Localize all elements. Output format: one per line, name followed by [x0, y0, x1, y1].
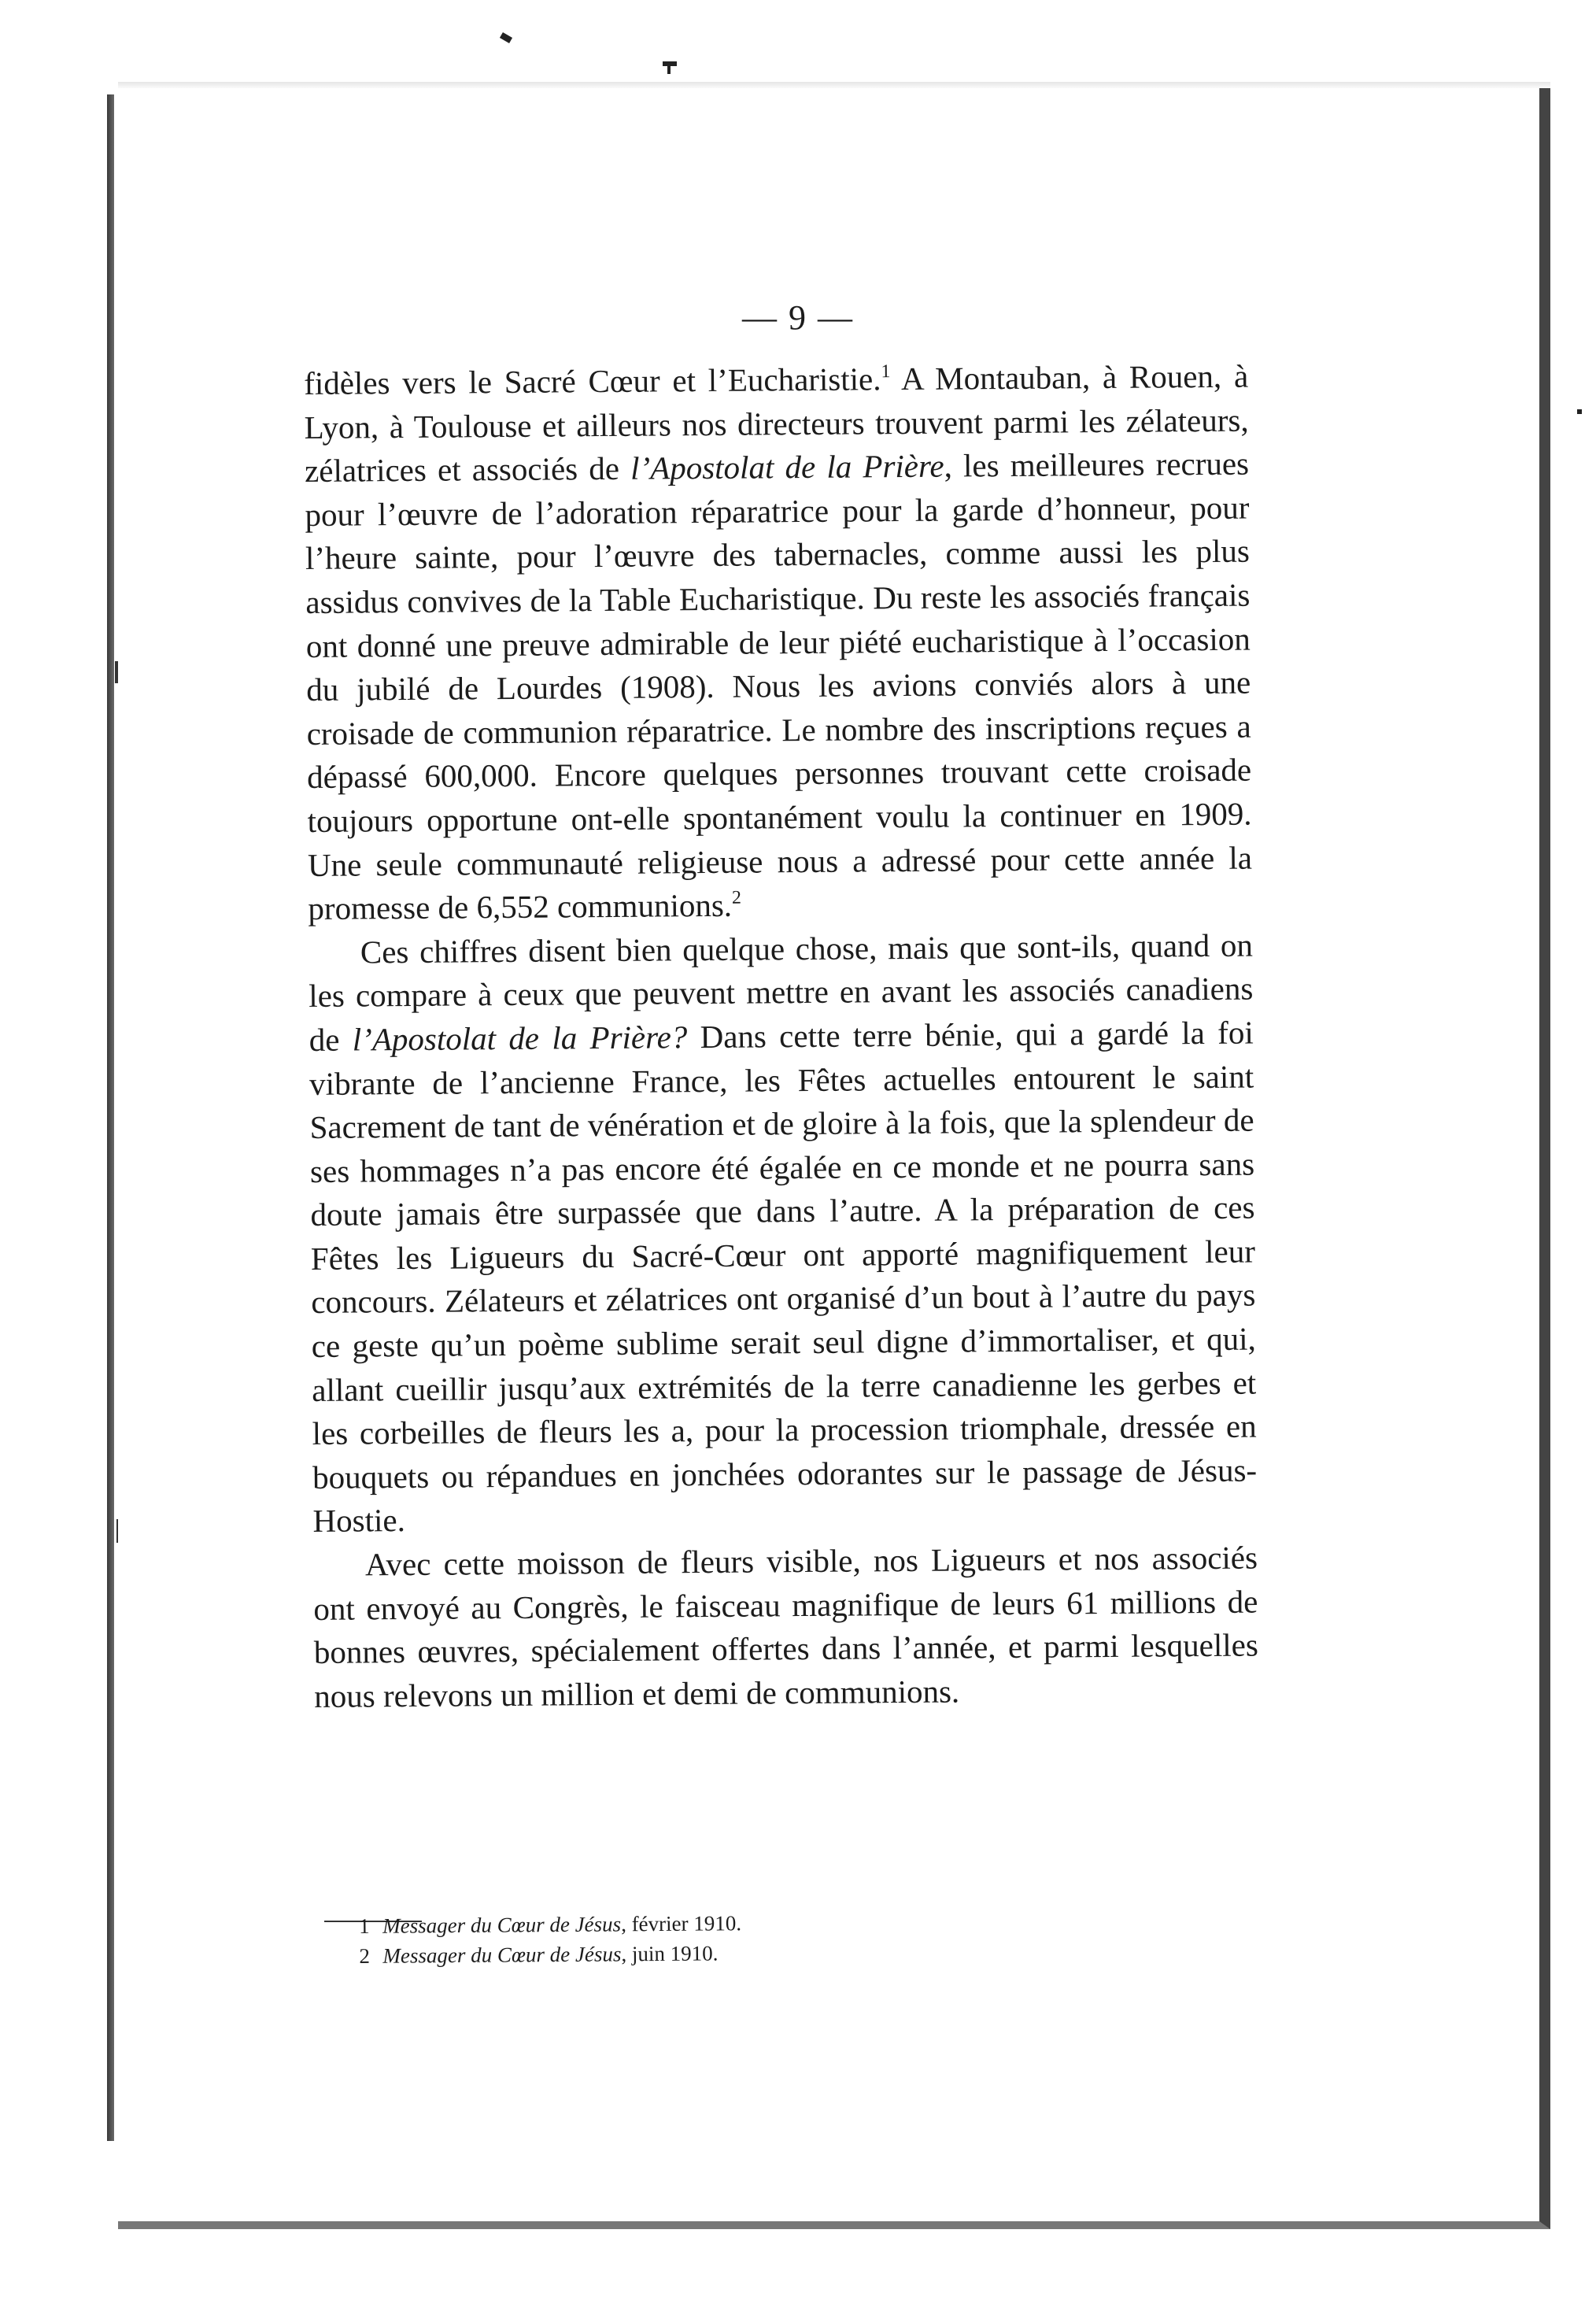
body-text: A Montauban, à Rouen, à Lyon, à Toulouse et ailleurs nos directeurs trouvent parmi les zélateurs, zélatrices et associés de	[304, 357, 1249, 490]
footnote-detail: , juin 1910.	[621, 1941, 719, 1966]
footnote-number: 1	[359, 1914, 370, 1938]
body-text: , les meilleures recrues pour l’œuvre de l’adoration réparatrice pour la garde d’honneur, pour l’heure sainte, pour l’œuvre des tabernacles, comme aussi les plus assidus convives de la Table Eucharistique. Du reste les associés français ont donné une preuve admirable de leur piété eucharistique à l’occasion du jubilé de Lourdes (1908). Nous les avions conviés alors à une croisade de communion réparatrice. Le nombre des inscriptions reçues a dépassé 600,000. Encore quelques personnes trouvant cette croisade toujours opportune ont-elle spontanément voulu la continuer en 1909. Une seule communauté religieuse nous a adressé pour cette année la promesse de 6,552 communions.	[305, 445, 1253, 927]
scan-speck	[667, 63, 671, 74]
page-body	[304, 355, 1258, 1719]
body-text: Dans cette terre bénie, qui a gardé la foi vibrante de l’ancienne France, les Fêtes actuelles entourent le saint Sacrement de tant de vénération et de gloire à la fois, que la splendeur de ses hommages n’a pas encore été égalée en ce monde et ne pourra sans doute jamais être surpassée que dans l’autre. A la préparation de ces Fêtes les Ligueurs du Sacré-Cœur ont apporté magnifiquement leur concours. Zélateurs et zélatrices ont organisé d’un bout à l’autre du pays ce geste qu’un poème sublime serait seul digne d’immortaliser, et qui, allant cueillir jusqu’aux extrémités de la terre canadienne les gerbes et les corbeilles de fleurs les a, pour la procession triomphale, dressée en bouquets ou répandues en jonchées odorantes sur le passage de Jésus-Hostie.	[309, 1014, 1258, 1540]
body-text: Avec cette moisson de fleurs visible, nos Ligueurs et nos associés ont envoyé au Congrès, le faisceau magnifique de leurs 61 millions de bonnes œuvres, spécialement offertes dans l’année, et parmi lesquelles nous relevons un million et demi de communions.	[313, 1539, 1259, 1714]
footnote-number: 2	[359, 1943, 371, 1968]
paragraph	[304, 355, 1253, 931]
italic-title: l’Apostolat de la Prière	[630, 447, 944, 486]
scan-speck	[500, 32, 512, 43]
footnote-ref: 1	[881, 361, 891, 383]
body-text: Ces chiffres disent bien quelque chose, mais que sont-ils, quand on les compare à ceux que peuvent mettre en avant les associés canadiens de	[308, 926, 1254, 1058]
footnote-ref: 2	[731, 887, 742, 908]
body-text: fidèles vers le Sacré Cœur et l’Eucharistie.	[304, 361, 881, 401]
scan-binding-edge	[107, 94, 114, 2141]
footnote-source: Messager du Cœur de Jésus	[382, 1912, 622, 1938]
italic-title: l’Apostolat de la Prière?	[352, 1019, 688, 1058]
footnote-detail: , février 1910.	[621, 1911, 742, 1936]
paragraph	[313, 1536, 1259, 1719]
paragraph	[308, 923, 1258, 1544]
footnotes	[359, 1906, 1068, 1971]
footnote-source: Messager du Cœur de Jésus	[382, 1942, 622, 1968]
footnote	[359, 1936, 1067, 1971]
scan-speck	[1577, 409, 1582, 414]
page-number: — 9 —	[742, 298, 854, 337]
